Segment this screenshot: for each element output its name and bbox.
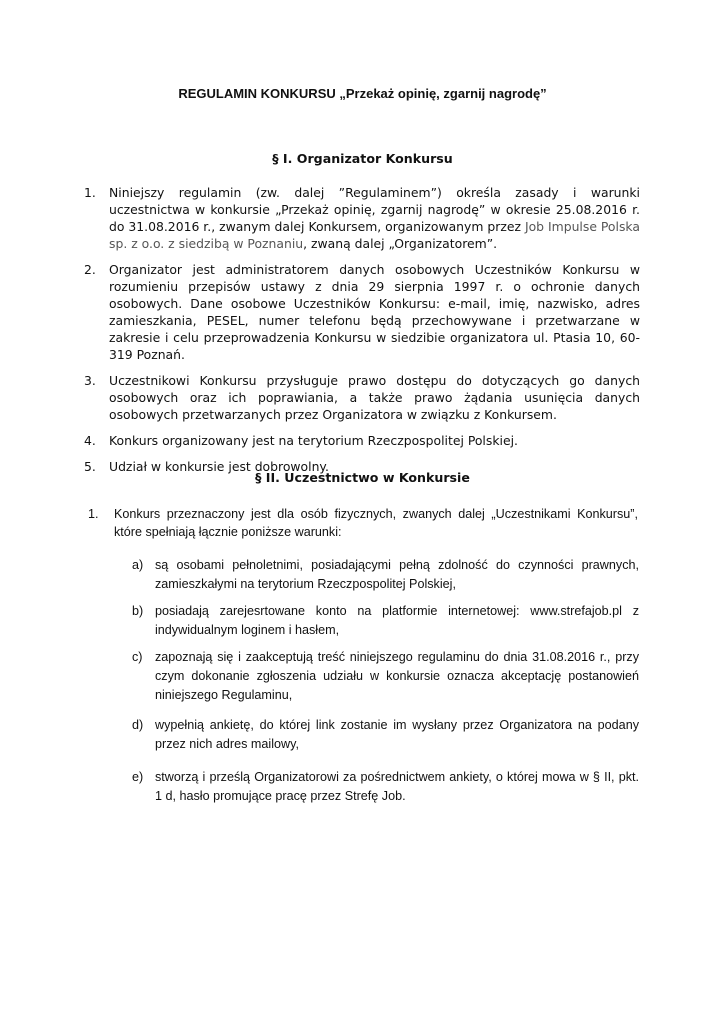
item-number: 1. [88, 507, 99, 521]
item-text: Niniejszy regulamin (zw. dalej ”Regulaminem”) określa zasady i warunki uczestnictwa w konkursie „Przekaż opinię, zgarnij nagrodę” w okresie 25.08.2016 r. do 31.08.2016 r., zwanym dalej Konkursem, organizowanym przez [109, 185, 640, 234]
item-text: Organizator jest administratorem danych osobowych Uczestników Konkursu w rozumieniu przepisów ustawy z dnia 29 sierpnia 1997 r. o ochronie danych osobowych. Dane osobowe Uczestników Konkursu: e-mail, imię, nazwisko, adres zamieszkania, PESEL, numer telefonu będą przechowywane i przetwarzane w zakresie i celu przeprowadzenia Konkursu w siedzibie organizatora ul. Ptasia 10, 60-319 Poznań. [109, 262, 640, 362]
condition-item [132, 768, 639, 806]
condition-text: posiadają zarejesrtowane konto na platformie internetowej: www.strefajob.pl z indywidualnym loginem i hasłem, [155, 604, 639, 637]
item-number: 4. [84, 433, 96, 448]
condition-text: stworzą i prześlą Organizatorowi za pośrednictwem ankiety, o której mowa w § II, pkt. 1 d, hasło promujące pracę przez Strefę Job. [155, 770, 639, 803]
list-item [84, 372, 640, 423]
item-text: Konkurs organizowany jest na terytorium Rzeczpospolitej Polskiej. [109, 433, 518, 448]
condition-text: zapoznają się i zaakceptują treść niniejszego regulaminu do dnia 31.08.2016 r., przy czym dokonanie zgłoszenia udziału w konkursie oznacza akceptację postanowień niniejszego Regulaminu, [155, 650, 639, 702]
section-1-heading: § I. Organizator Konkursu [272, 151, 453, 166]
condition-item [132, 716, 639, 754]
condition-letter: b) [132, 604, 144, 618]
list-item [84, 432, 640, 449]
item-number: 1. [84, 185, 96, 200]
condition-item [132, 556, 639, 594]
item-number: 3. [84, 373, 96, 388]
condition-letter: d) [132, 718, 144, 732]
condition-text: wypełnią ankietę, do której link zostanie im wysłany przez Organizatora na podany przez nich adres mailowy, [155, 718, 639, 751]
condition-letter: a) [132, 558, 144, 572]
item-number: 2. [84, 262, 96, 277]
item-number: 5. [84, 459, 96, 474]
condition-text: są osobami pełnoletnimi, posiadającymi pełną zdolność do czynności prawnych, zamieszkałymi na terytorium Rzeczpospolitej Polskiej, [155, 558, 639, 591]
item-text-end: , zwaną dalej „Organizatorem”. [303, 236, 498, 251]
item-text: Uczestnikowi Konkursu przysługuje prawo dostępu do dotyczących go danych osobowych oraz ich poprawiania, a także prawo żądania usunięcia danych osobowych przetwarzanych przez Organizatora w związku z Konkursem. [109, 373, 640, 422]
section-2-item-1 [88, 505, 638, 541]
section-2-heading: § II. Uczestnictwo w Konkursie [255, 470, 470, 485]
condition-item [132, 648, 639, 705]
document-title: REGULAMIN KONKURSU „Przekaż opinię, zgarnij nagrodę” [178, 86, 547, 101]
item-text: Konkurs przeznaczony jest dla osób fizycznych, zwanych dalej „Uczestnikami Konkursu”, które spełniają łącznie poniższe warunki: [114, 507, 638, 539]
item-text: Udział w konkursie jest dobrowolny. [109, 459, 329, 474]
condition-letter: c) [132, 650, 143, 664]
condition-item [132, 602, 639, 640]
list-item [84, 261, 640, 363]
section-1-list [84, 184, 640, 484]
condition-letter: e) [132, 770, 144, 784]
organizer-name: Job Impulse Polska sp. z o.o. z siedzibą w Poznaniu [109, 219, 640, 251]
conditions-list [132, 556, 639, 806]
list-item [84, 184, 640, 252]
